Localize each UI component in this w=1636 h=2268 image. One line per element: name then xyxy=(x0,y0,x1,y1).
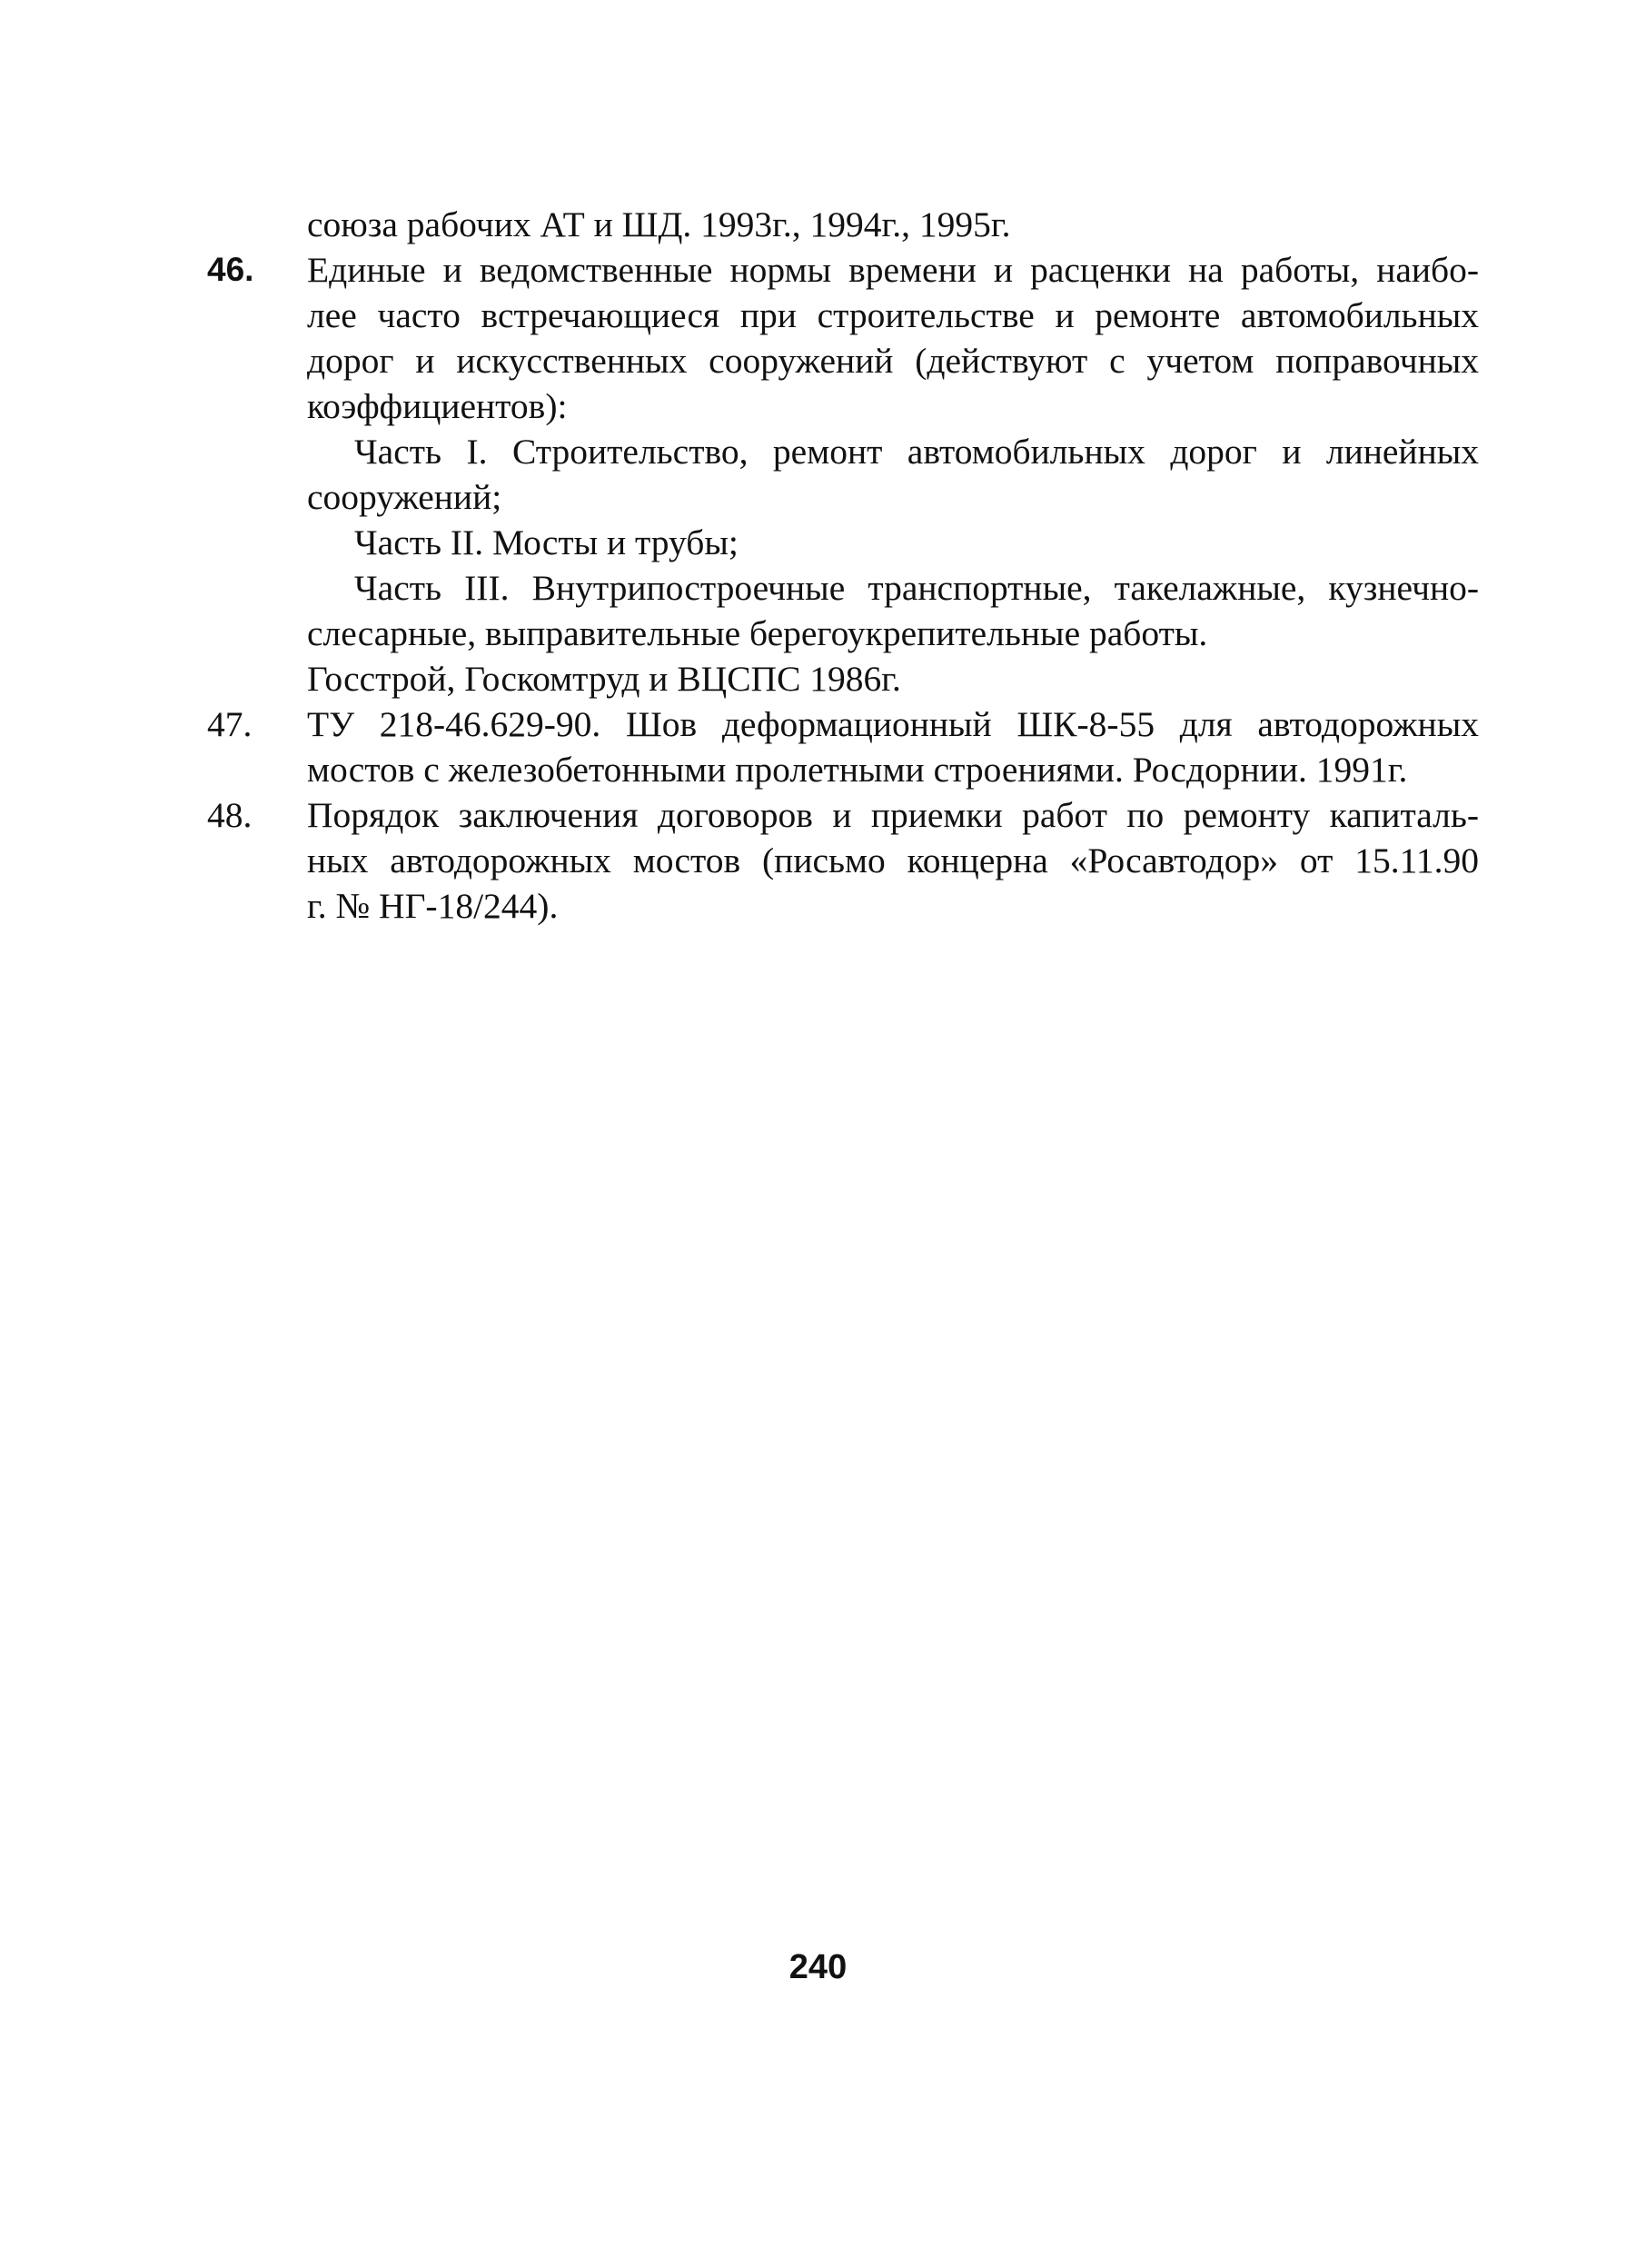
item-line: ТУ 218-46.629-90. Шов деформационный ШК-8-55 для автодорожных xyxy=(307,704,1479,744)
part-line: Часть II. Мосты и трубы; xyxy=(354,522,739,562)
item-number: 47. xyxy=(207,704,253,744)
page-content xyxy=(207,202,1479,929)
item-text xyxy=(207,701,1479,792)
list-item-47 xyxy=(207,701,1479,792)
item-number: 46. xyxy=(207,251,254,288)
item-parts xyxy=(207,429,1479,656)
item-text xyxy=(207,247,1479,429)
part-line: Часть III. Внутрипостроечные транспортные, такелажные, кузнечно- xyxy=(354,568,1479,608)
part-line: Часть I. Строительство, ремонт автомобильных дорог и линейных xyxy=(354,432,1479,472)
page-number: 240 xyxy=(788,1948,848,1986)
item-text xyxy=(207,792,1479,929)
item-line: лее часто встречающиеся при строительстве и ремонте автомобильных xyxy=(307,295,1479,335)
item-line: ных автодорожных мостов (письмо концерна «Росавтодор» от 15.11.90 xyxy=(307,841,1479,880)
item-line: мостов с железобетонными пролетными строениями. Росдорнии. 1991г. xyxy=(307,750,1408,790)
list-item-48 xyxy=(207,792,1479,929)
part-line: сооружений; xyxy=(307,477,502,517)
continuation-line: союза рабочих АТ и ШД. 1993г., 1994г., 1995г. xyxy=(307,204,1011,244)
list-item-46 xyxy=(207,247,1479,701)
part-line: слесарные, выправительные берегоукрепительные работы. xyxy=(307,613,1208,653)
item-line: Порядок заключения договоров и приемки работ по ремонту капиталь- xyxy=(307,795,1479,835)
item-line: г. № НГ-18/244). xyxy=(307,886,559,926)
item-line: коэффициентов): xyxy=(307,386,568,426)
item-source: Госстрой, Госкомтруд и ВЦСПС 1986г. xyxy=(307,659,901,699)
item-number: 48. xyxy=(207,795,253,835)
item-line: Единые и ведомственные нормы времени и расценки на работы, наибо- xyxy=(307,250,1479,290)
item-line: дорог и искусственных сооружений (действуют с учетом поправочных xyxy=(307,341,1479,381)
